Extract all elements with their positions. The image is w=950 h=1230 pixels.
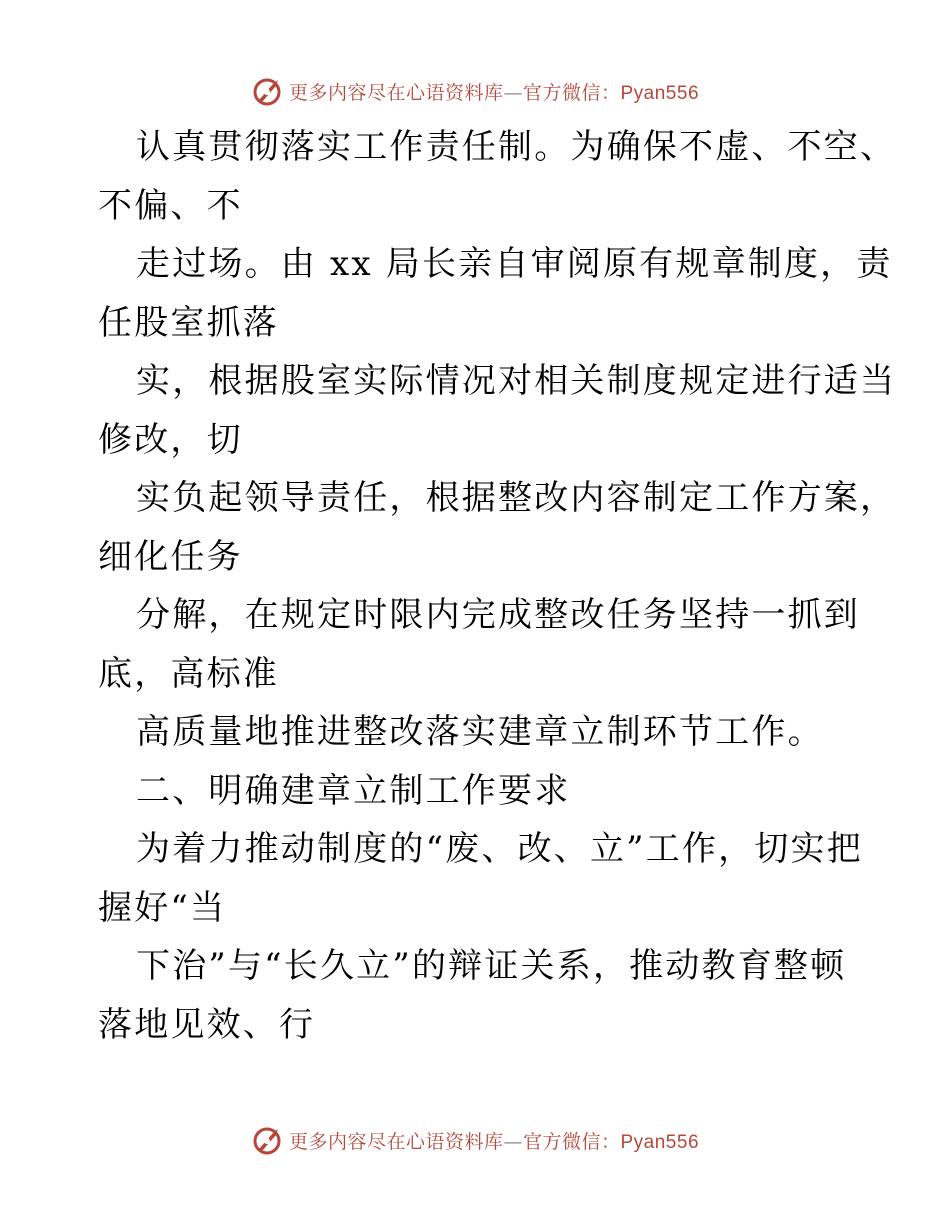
footer-banner-text [289, 1127, 699, 1154]
body-line: 高质量地推进整改落实建章立制环节工作。 [136, 712, 824, 752]
banner-wechat-label: 官方微信： [522, 81, 621, 104]
body-line: 落地见效、行 [98, 1004, 316, 1045]
body-line: 认真贯彻落实工作责任制。为确保不虚、不空、 [136, 127, 897, 167]
body-line: 细化任务 [98, 536, 243, 577]
body-line: 分解，在规定时限内完成整改任务坚持一抓到 [136, 595, 860, 635]
body-line: 实负起领导责任，根据整改内容制定工作方案， [136, 478, 897, 518]
body-line: 走过场。由 xx 局长亲自审阅原有规章制度，责 [136, 244, 893, 284]
banner-wechat-id: Pyan556 [620, 82, 700, 104]
body-line: 不偏、不 [98, 185, 243, 226]
body-line: 下治”与“长久立”的辩证关系，推动教育整顿 [136, 946, 847, 986]
pen-logo-icon [251, 74, 285, 108]
footer-banner [0, 1120, 950, 1160]
banner-dash: — [503, 81, 523, 104]
banner-wechat-id: Pyan556 [620, 1131, 700, 1153]
body-line: 实，根据股室实际情况对相关制度规定进行适当 [136, 361, 897, 401]
document-body [98, 118, 897, 1054]
body-line: 修改，切 [98, 419, 243, 460]
pen-logo-icon [251, 1123, 285, 1157]
banner-title: 更多内容尽在心语资料库 [288, 1130, 504, 1153]
banner-title: 更多内容尽在心语资料库 [288, 81, 504, 104]
banner-wechat-label: 官方微信： [522, 1130, 621, 1153]
body-line: 底，高标准 [98, 653, 279, 694]
body-line: 为着力推动制度的“废、改、立”工作，切实把 [136, 829, 863, 869]
body-line: 握好“当 [98, 887, 227, 928]
section-heading: 二、明确建章立制工作要求 [136, 770, 571, 811]
body-line: 任股室抓落 [98, 302, 279, 343]
banner-dash: — [503, 1130, 523, 1153]
header-banner-text [289, 78, 699, 105]
header-banner [0, 71, 950, 111]
